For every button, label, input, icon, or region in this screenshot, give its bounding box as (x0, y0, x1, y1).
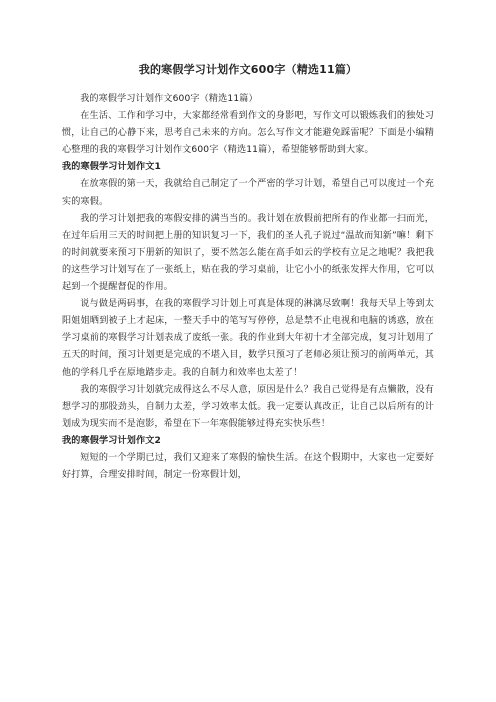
section-1-paragraph-2: 我的学习计划把我的寒假安排的满当当的。我计划在放假前把所有的作业都一扫而光，在过年后用三天的时间把上册的知识复习一下，我们的圣人孔子说过“温故而知新”嘛！剩下的时间就要来预习下册新的知识了，要不然怎么能在高手如云的学校有立足之地呢？我把我的这些学习计划写在了一张纸上，贴在我的学习桌前，让它小小的纸张发挥大作用，它可以起到一个提醒督促的作用。 (62, 213, 434, 293)
section-1-heading: 我的寒假学习计划作文1 (62, 162, 161, 173)
section-2-paragraph-1: 短短的一个学期已过，我们又迎来了寒假的愉快生活。在这个假期中，大家也一定要好好打算，合理安排时间，制定一份寒假计划， (62, 452, 434, 481)
section-2-heading: 我的寒假学习计划作文2 (62, 435, 161, 446)
document-title: 我的寒假学习计划作文600字（精选11篇） (138, 63, 358, 76)
section-1-paragraph-4: 我的寒假学习计划就完成得这么不尽人意，原因是什么？我自己觉得是有点懒散，没有想学习的那股劲头，自制力太差，学习效率太低。我一定要认真改正，让自己以后所有的计划成为现实而不是泡影，希望在下一年寒假能够过得充实快乐些！ (62, 384, 434, 429)
section-1-paragraph-1: 在放寒假的第一天，我就给自己制定了一个严密的学习计划，希望自己可以度过一个充实的寒假。 (62, 179, 434, 207)
intro-paragraph: 在生活、工作和学习中，大家都经常看到作文的身影吧，写作文可以锻炼我们的独处习惯，让自己的心静下来，思考自己未来的方向。怎么写作文才能避免踩雷呢？下面是小编精心整理的我的寒假学习计划作文600字（精选11篇），希望能够帮助到大家。 (62, 111, 434, 156)
intro-subtitle: 我的寒假学习计划作文600字（精选11篇） (80, 94, 258, 104)
section-1-paragraph-3: 说与做是两码事，在我的寒假学习计划上可真是体现的淋漓尽致啊！我每天早上等到太阳姐姐晒到被子上才起床，一整天手中的笔写写停停，总是禁不止电视和电脑的诱惑，放在学习桌前的寒假学习计划表成了废纸一张。我的作业到大年初十才全部完成，复习计划用了五天的时间，预习计划更是完成的不堪入目，数学只预习了老师必须让预习的前两单元，其他的学科几乎在原地踏步走。我的自制力和效率也太差了！ (62, 299, 434, 378)
